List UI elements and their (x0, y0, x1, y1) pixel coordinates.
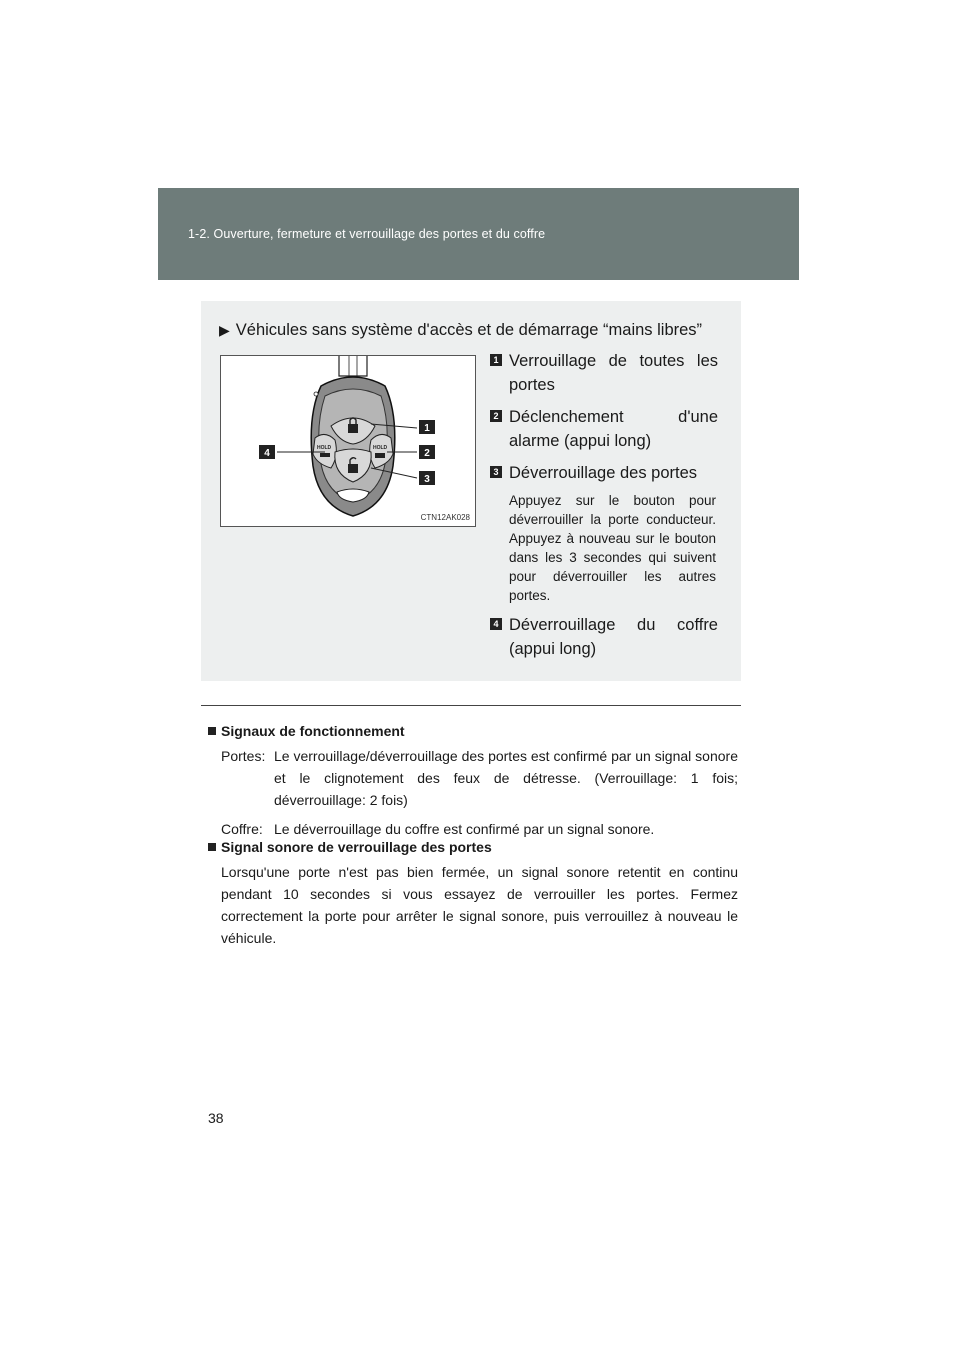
panel-title-text: Véhicules sans système d'accès et de démarrage “mains libres” (235, 321, 703, 339)
item-number-badge: 2 (490, 410, 502, 422)
panel-title (219, 321, 702, 340)
remote-key-illustration (221, 356, 475, 526)
item-number-badge: 4 (490, 618, 502, 630)
section-heading (208, 723, 738, 739)
row-label: Coffre: (221, 821, 263, 837)
list-item (490, 349, 718, 397)
hold-label-left: HOLD (317, 445, 332, 451)
heading-text: Signaux de fonctionnement (221, 723, 405, 739)
triangle-right-icon: ▶ (219, 322, 230, 338)
divider (201, 705, 741, 706)
square-bullet-icon (208, 843, 216, 851)
remote-info-panel (201, 301, 741, 681)
callout-1: 1 (424, 423, 430, 434)
callout-2: 2 (424, 448, 430, 459)
signal-sonore-section (208, 839, 738, 949)
item-text: Déverrouillage du coffre (appui long) (509, 616, 718, 658)
list-item (490, 405, 718, 453)
list-item (490, 461, 718, 605)
button-function-list (490, 349, 718, 669)
item-note: Appuyez sur le bouton pour déverrouiller la porte conducteur. Appuyez à nouveau sur le bouton dans les 3 secondes qui suivent pour déverrouiller les autres portes. (509, 493, 716, 603)
list-item (490, 613, 718, 661)
remote-key-figure (220, 355, 476, 527)
item-text: Verrouillage de toutes les portes (509, 352, 718, 394)
item-number-badge: 1 (490, 354, 502, 366)
paragraph: Lorsqu'une porte n'est pas bien fermée, un signal sonore retentit en continu pendant 10 secondes si vous essayez de verrouiller les portes. Fermez correctement la porte pour arrêter le signal sonore, puis verrouillez à nouveau le véhicule. (221, 864, 738, 946)
section-heading (208, 839, 738, 855)
section-title: 1-2. Ouverture, fermeture et verrouillage des portes et du coffre (188, 227, 546, 241)
callout-4: 4 (264, 448, 270, 459)
item-number-badge: 3 (490, 466, 502, 478)
section-header (158, 188, 799, 280)
figure-code: CTN12AK028 (420, 513, 470, 522)
page-number: 38 (208, 1110, 224, 1126)
heading-text: Signal sonore de verrouillage des portes (221, 839, 492, 855)
row-text: Le verrouillage/déverrouillage des portes est confirmé par un signal sonore et le clignotement des feux de détresse. (Verrouillage: 1 fois; déverrouillage: 2 fois) (274, 748, 738, 808)
signaux-section (208, 723, 738, 840)
item-text: Déclenchement d'une alarme (appui long) (509, 408, 718, 450)
callout-3: 3 (424, 474, 430, 485)
portes-row (221, 745, 738, 811)
coffre-row (221, 818, 738, 840)
hold-label-right: HOLD (373, 445, 388, 451)
item-text: Déverrouillage des portes (509, 464, 698, 482)
row-text: Le déverrouillage du coffre est confirmé par un signal sonore. (274, 821, 655, 837)
square-bullet-icon (208, 727, 216, 735)
row-label: Portes: (221, 748, 266, 764)
